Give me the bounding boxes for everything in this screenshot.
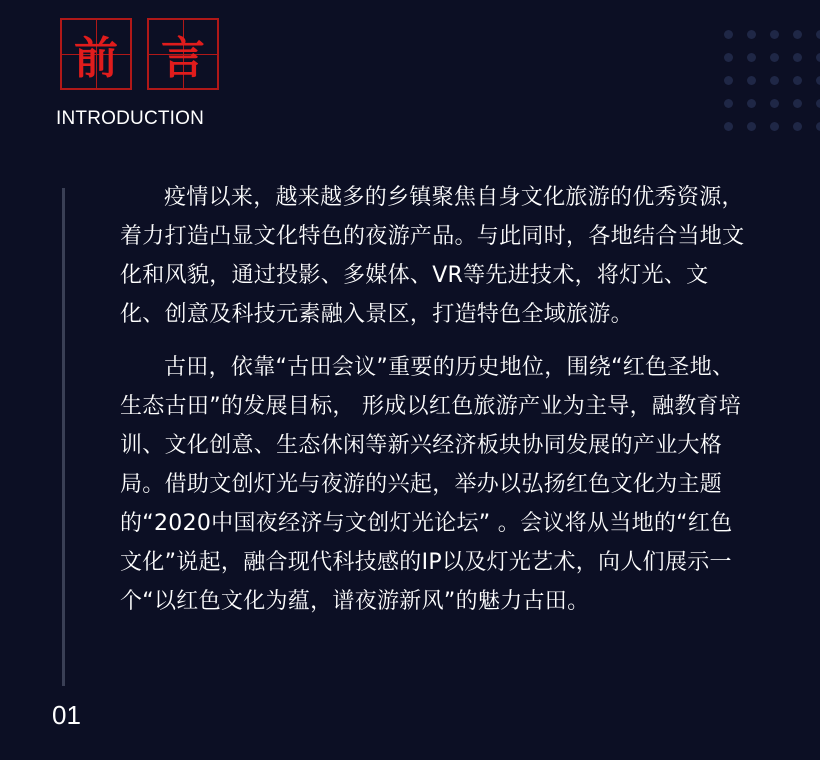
decorative-dot xyxy=(747,30,756,39)
title-box-2 xyxy=(147,18,219,90)
paragraph-2: 古田，依靠“古田会议”重要的历史地位，围绕“红色圣地、生态古田”的发展目标， 形成以红色旅游产业为主导，融教育培训、文化创意、生态休闲等新兴经济板块协同发展的产业大格局。借助文创灯光与夜游的兴起，举办以弘扬红色文化为主题的“2020中国夜经济与文创灯光论坛” 。会议将从当地的“红色文化”说起，融合现代科技感的IP以及灯光艺术，向人们展示一个“以红色文化为蕴，谱夜游新风”的魅力古田。 xyxy=(120,355,742,614)
title-box-1 xyxy=(60,18,132,90)
intro-body xyxy=(120,178,748,635)
decorative-dot xyxy=(724,76,733,85)
section-subtitle: INTRODUCTION xyxy=(56,108,205,129)
decorative-dot xyxy=(793,122,802,131)
decorative-dot xyxy=(793,76,802,85)
decorative-dot xyxy=(793,99,802,108)
decorative-dot xyxy=(793,53,802,62)
decorative-dot xyxy=(770,76,779,85)
vertical-divider-line xyxy=(62,188,65,686)
decorative-dot xyxy=(770,30,779,39)
decorative-dot xyxy=(724,99,733,108)
decorative-dot xyxy=(816,30,820,39)
decorative-dot xyxy=(724,53,733,62)
decorative-dot xyxy=(747,122,756,131)
decorative-dot xyxy=(793,30,802,39)
decorative-dot xyxy=(816,122,820,131)
decorative-dot xyxy=(747,99,756,108)
paragraph-1: 疫情以来，越来越多的乡镇聚焦自身文化旅游的优秀资源，着力打造凸显文化特色的夜游产品。与此同时，各地结合当地文化和风貌，通过投影、多媒体、VR等先进技术，将灯光、文化、创意及科技元素融入景区，打造特色全域旅游。 xyxy=(120,185,745,327)
decorative-dot xyxy=(770,53,779,62)
decorative-dot xyxy=(770,122,779,131)
decorative-dot xyxy=(770,99,779,108)
decorative-dot-grid xyxy=(724,30,820,131)
decorative-dot xyxy=(747,53,756,62)
decorative-dot xyxy=(747,76,756,85)
decorative-dot xyxy=(816,99,820,108)
decorative-dot xyxy=(724,30,733,39)
decorative-dot xyxy=(816,76,820,85)
page-number: 01 xyxy=(52,700,81,730)
decorative-dot xyxy=(724,122,733,131)
title-char-1: 前 xyxy=(74,33,118,84)
title-char-2: 言 xyxy=(161,33,205,84)
decorative-dot xyxy=(816,53,820,62)
